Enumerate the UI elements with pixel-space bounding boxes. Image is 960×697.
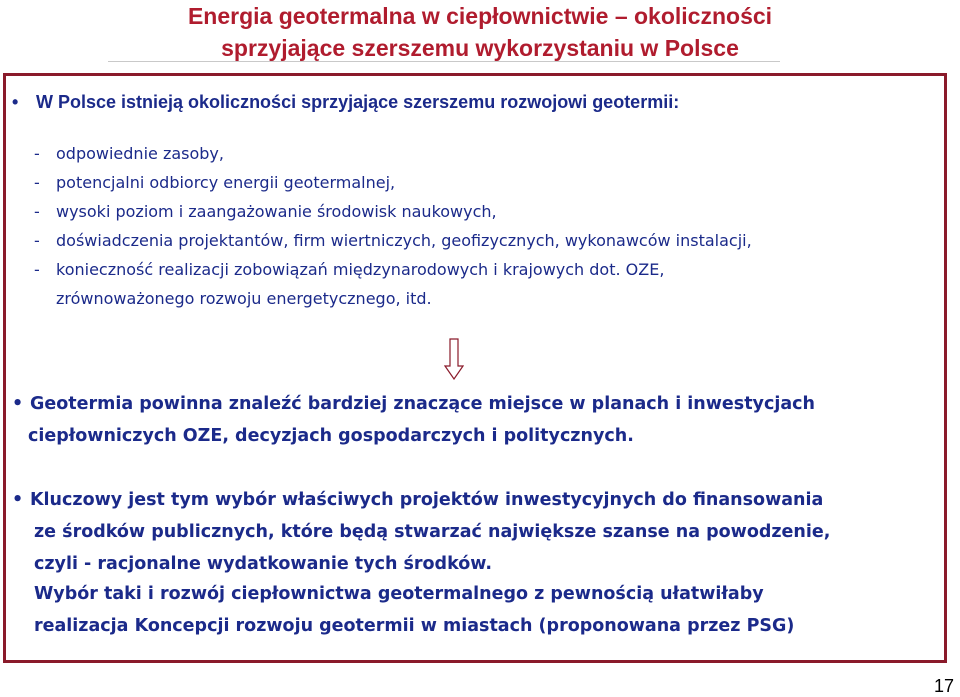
paragraph-project-selection <box>12 484 830 580</box>
dash-marker: - <box>34 173 40 192</box>
title-line-1: Energia geotermalna w ciepłownictwie – okoliczności <box>187 3 773 29</box>
list-item <box>34 168 752 197</box>
down-arrow-icon <box>444 338 464 380</box>
page-number: 17 <box>933 676 954 696</box>
paragraph-line: ciepłowniczych OZE, decyzjach gospodarczych i politycznych. <box>28 426 634 446</box>
list-item-text: odpowiednie zasoby, <box>56 144 224 163</box>
intro-bullet-item <box>12 92 679 113</box>
slide-title <box>100 0 860 64</box>
list-item-continuation: zrównoważonego rozwoju energetycznego, itd. <box>56 289 432 308</box>
dash-marker: - <box>34 202 40 221</box>
paragraph-line: ze środków publicznych, które będą stwarzać największe szanse na powodzenie, <box>34 522 831 542</box>
circumstances-list <box>34 139 752 313</box>
intro-text: W Polsce istnieją okoliczności sprzyjające szerszemu rozwojowi geotermii: <box>36 92 680 112</box>
list-item-text: wysoki poziom i zaangażowanie środowisk naukowych, <box>56 202 497 221</box>
bullet-icon: • <box>12 92 19 112</box>
bullet-icon: • <box>12 394 24 414</box>
list-item-text: konieczność realizacji zobowiązań międzynarodowych i krajowych dot. OZE, <box>56 260 665 279</box>
paragraph-line: czyli - racjonalne wydatkowanie tych środków. <box>34 554 492 574</box>
paragraph-line: Geotermia powinna znaleźć bardziej znaczące miejsce w planach i inwestycjach <box>30 394 815 414</box>
paragraph-concept <box>34 578 794 642</box>
paragraph-line: realizacja Koncepcji rozwoju geotermii w miastach (proponowana przez PSG) <box>34 616 795 636</box>
title-line-2: sprzyjające szerszemu wykorzystaniu w Polsce <box>221 35 739 61</box>
list-item <box>34 255 752 284</box>
dash-marker: - <box>34 231 40 250</box>
list-item <box>34 197 752 226</box>
paragraph-line: Wybór taki i rozwój ciepłownictwa geotermalnego z pewnością ułatwiłaby <box>34 584 764 604</box>
list-item <box>34 226 752 255</box>
paragraph-geothermal-role <box>12 388 815 452</box>
paragraph-line: Kluczowy jest tym wybór właściwych projektów inwestycyjnych do finansowania <box>30 490 824 510</box>
bullet-icon: • <box>12 490 24 510</box>
dash-marker: - <box>34 144 40 163</box>
list-item <box>34 139 752 168</box>
list-item-text: doświadczenia projektantów, firm wiertniczych, geofizycznych, wykonawców instalacji, <box>56 231 752 250</box>
dash-marker: - <box>34 260 40 279</box>
title-divider <box>108 61 780 62</box>
list-item-text: potencjalni odbiorcy energii geotermalnej, <box>56 173 396 192</box>
